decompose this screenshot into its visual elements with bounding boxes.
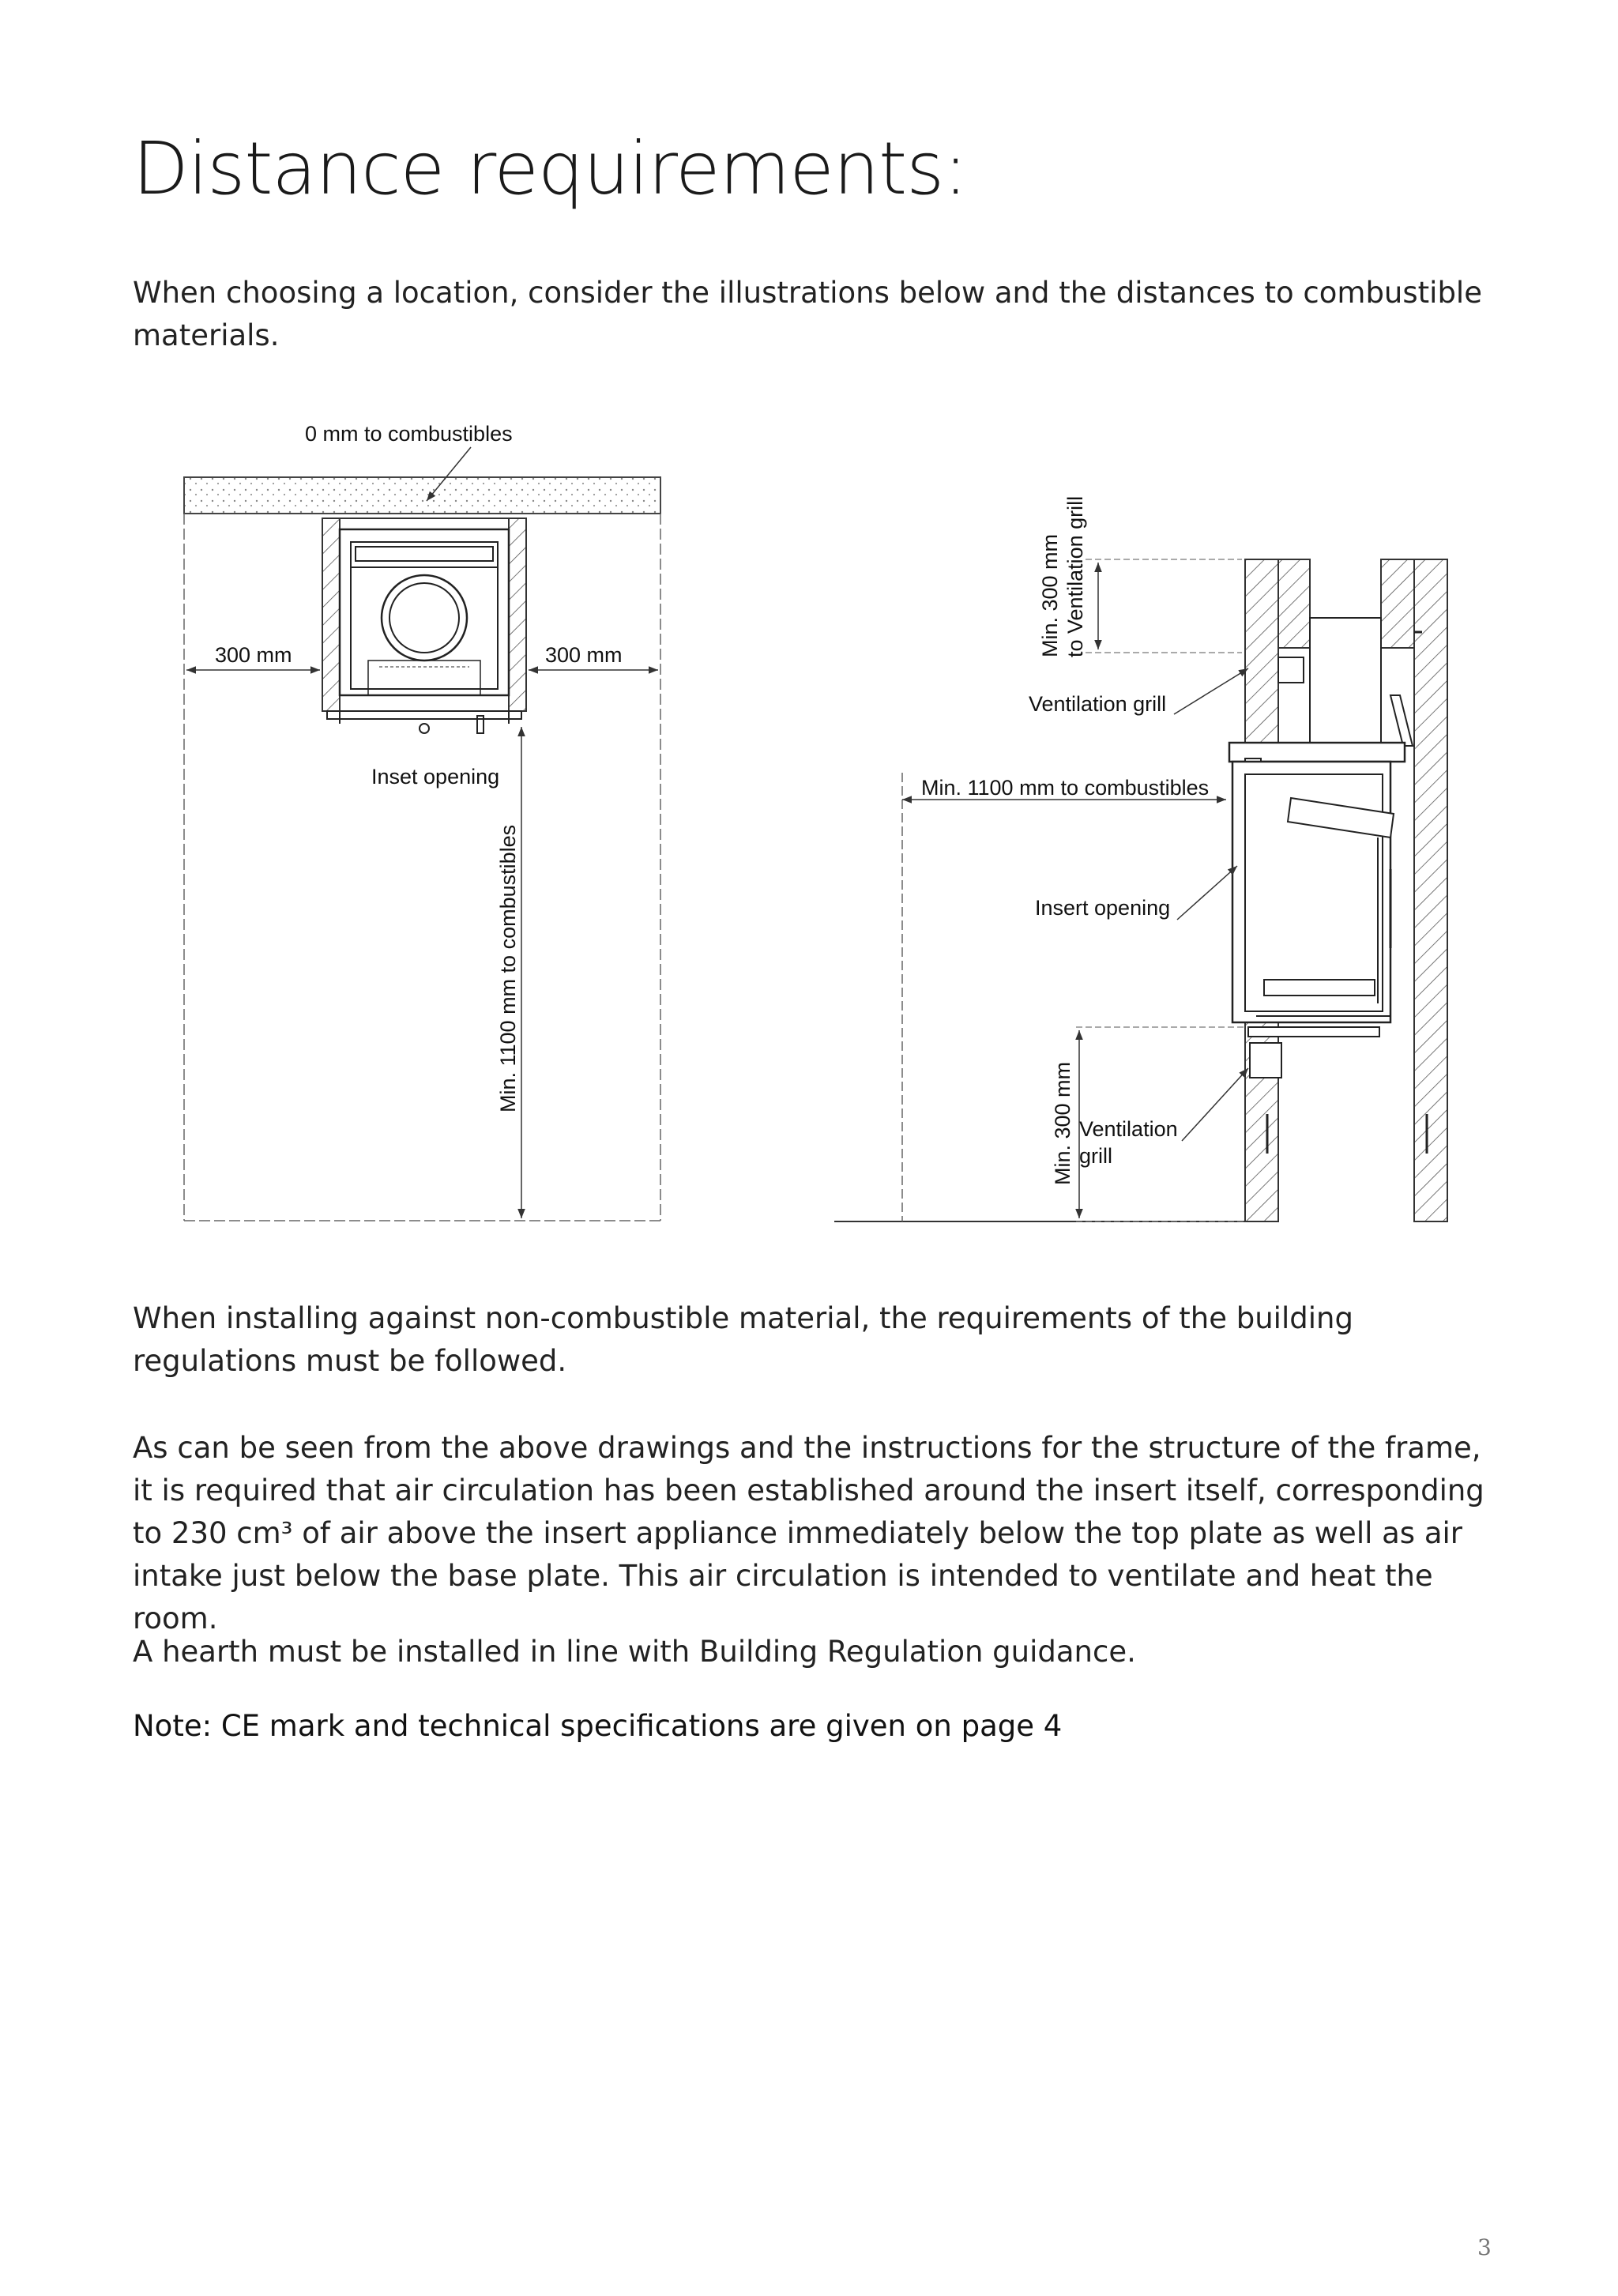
page-number: 3 [1477, 2234, 1492, 2260]
side-view [834, 496, 1447, 1221]
intro-paragraph: When choosing a location, consider the illustrations below and the distances to combustible materials. [133, 276, 1482, 352]
side-top-vent-distance-note: to Ventilation grill [1063, 495, 1087, 657]
hearth-paragraph: A hearth must be installed in line with Building Regulation guidance. [133, 1635, 1136, 1669]
note-paragraph: Note: CE mark and technical specifications are given on page 4 [133, 1709, 1063, 1743]
stove-side [1229, 743, 1405, 1037]
front-top-label: 0 mm to combustibles [305, 422, 513, 446]
front-view [184, 422, 660, 1221]
front-left-distance: 300 mm [215, 643, 292, 667]
front-opening-label: Inset opening [371, 765, 500, 789]
side-top-vent-distance: Min. 300 mm [1038, 533, 1062, 657]
side-bottom-grill-label: Ventilation [1079, 1117, 1178, 1141]
noncombustible-paragraph: When installing against non-combustible material, the requirements of the building regulations must be followed. [133, 1301, 1353, 1378]
page-title: Distance requirements: [133, 126, 968, 211]
side-opening-label: Insert opening [1035, 896, 1171, 920]
side-top-grill-label: Ventilation grill [1029, 692, 1167, 716]
stove-front [327, 529, 521, 733]
side-front-distance-label: Min. 1100 mm to combustibles [921, 776, 1210, 800]
ceiling-slab [184, 477, 660, 514]
side-bottom-grill-label-2: grill [1079, 1144, 1113, 1168]
distance-diagram [0, 395, 1618, 1264]
front-right-distance: 300 mm [545, 643, 623, 667]
front-distance-label: Min. 1100 mm to combustibles [496, 824, 520, 1112]
air-circulation-paragraph: As can be seen from the above drawings and the instructions for the structure of the frame, it is required that air circulation has been established around the insert itself, corresponding to 230 cm³ of air above the insert appliance immediately below the top plate as well as air intake just below the base plate. This air circulation is intended to ventilate and heat the room. [133, 1431, 1484, 1635]
side-bottom-distance: Min. 300 mm [1051, 1061, 1074, 1185]
